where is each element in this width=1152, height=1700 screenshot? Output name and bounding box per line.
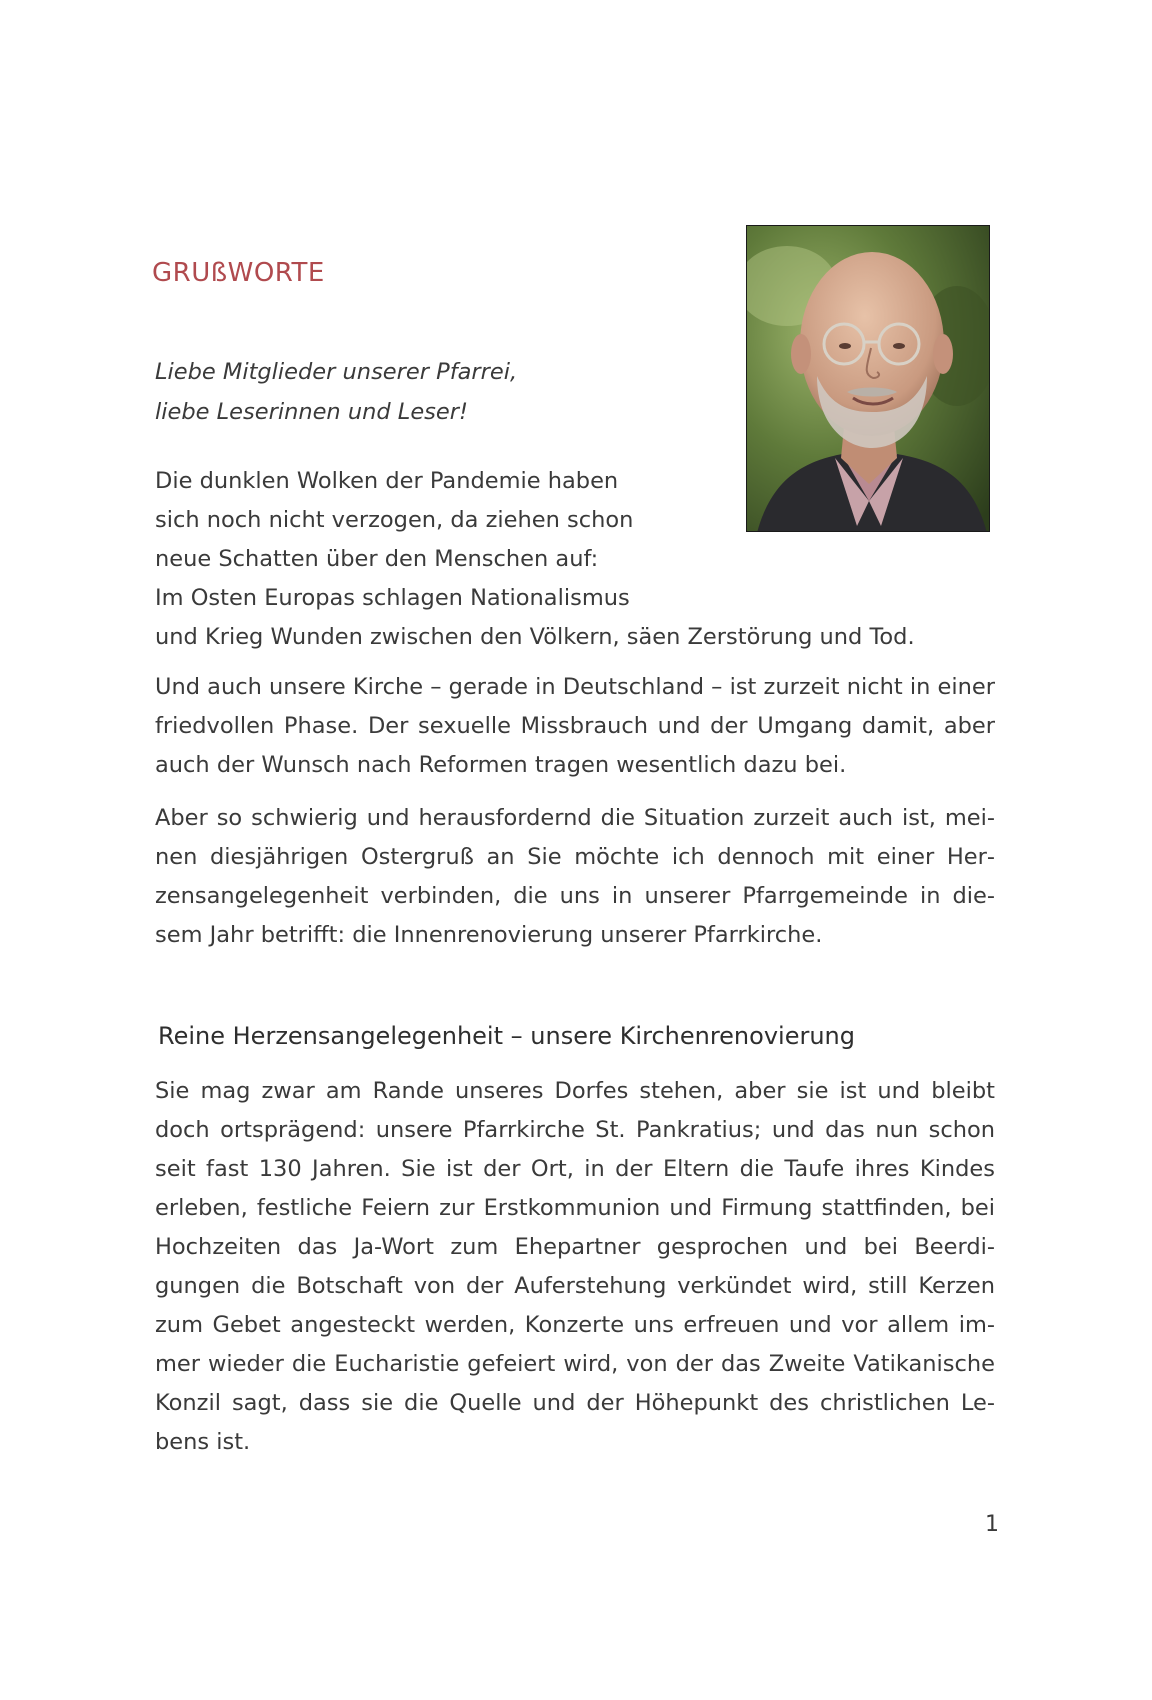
paragraph-intro	[155, 462, 915, 657]
paragraph-line: und Krieg Wunden zwischen den Völkern, säen Zerstörung und Tod.	[155, 624, 915, 650]
paragraph-line: sich noch nicht verzogen, da ziehen schon	[155, 507, 634, 533]
salutation-line: liebe Leserinnen und Leser!	[155, 399, 469, 425]
subheading: Reine Herzensangelegenheit – unsere Kirchenrenovierung	[158, 1022, 855, 1050]
paragraph-church: Und auch unsere Kirche – gerade in Deutschland – ist zurzeit nicht in einer friedvollen Phase. Der sexuelle Missbrauch und der Umgang damit, aber auch der Wunsch nach Reformen tragen wesentlich dazu bei.	[155, 674, 995, 778]
salutation	[155, 352, 675, 432]
paragraph-easter-greeting: Aber so schwierig und herausfordernd die Situation zurzeit auch ist, meinen diesjährigen Ostergruß an Sie möchte ich dennoch mit einer Herzensangelegenheit verbinden, die uns in unserer Pfarrgemeinde in diesem Jahr betrifft: die Innenrenovierung unserer Pfarrkirche.	[155, 805, 995, 948]
salutation-line: Liebe Mitglieder unserer Pfarrei,	[155, 359, 518, 385]
paragraph-line: neue Schatten über den Menschen auf:	[155, 546, 599, 572]
paragraph-renovation: Sie mag zwar am Rande unseres Dorfes stehen, aber sie ist und bleibt doch ortsprägend: unsere Pfarrkirche St. Pankratius; und das nun schon seit fast 130 Jahren. Sie ist der Ort, in der Eltern die Taufe ihres Kindes erleben, festliche Feiern zur Erstkommunion und Firmung stattfinden, bei Hochzeiten das Ja-Wort zum Ehepartner gesprochen und bei Beerdigungen die Botschaft von der Auferstehung verkündet wird, still Kerzen zum Gebet angesteckt werden, Konzerte uns erfreuen und vor allem immer wieder die Eucharistie gefeiert wird, von der das Zweite Vatikanische Konzil sagt, dass sie die Quelle und der Höhepunkt des christlichen Lebens ist.	[155, 1078, 995, 1455]
paragraph-line: Im Osten Europas schlagen Nationalismus	[155, 585, 630, 611]
paragraph-line: Die dunklen Wolken der Pandemie haben	[155, 468, 619, 494]
section-title: GRUßWORTE	[152, 258, 325, 288]
page-number: 1	[985, 1512, 999, 1537]
